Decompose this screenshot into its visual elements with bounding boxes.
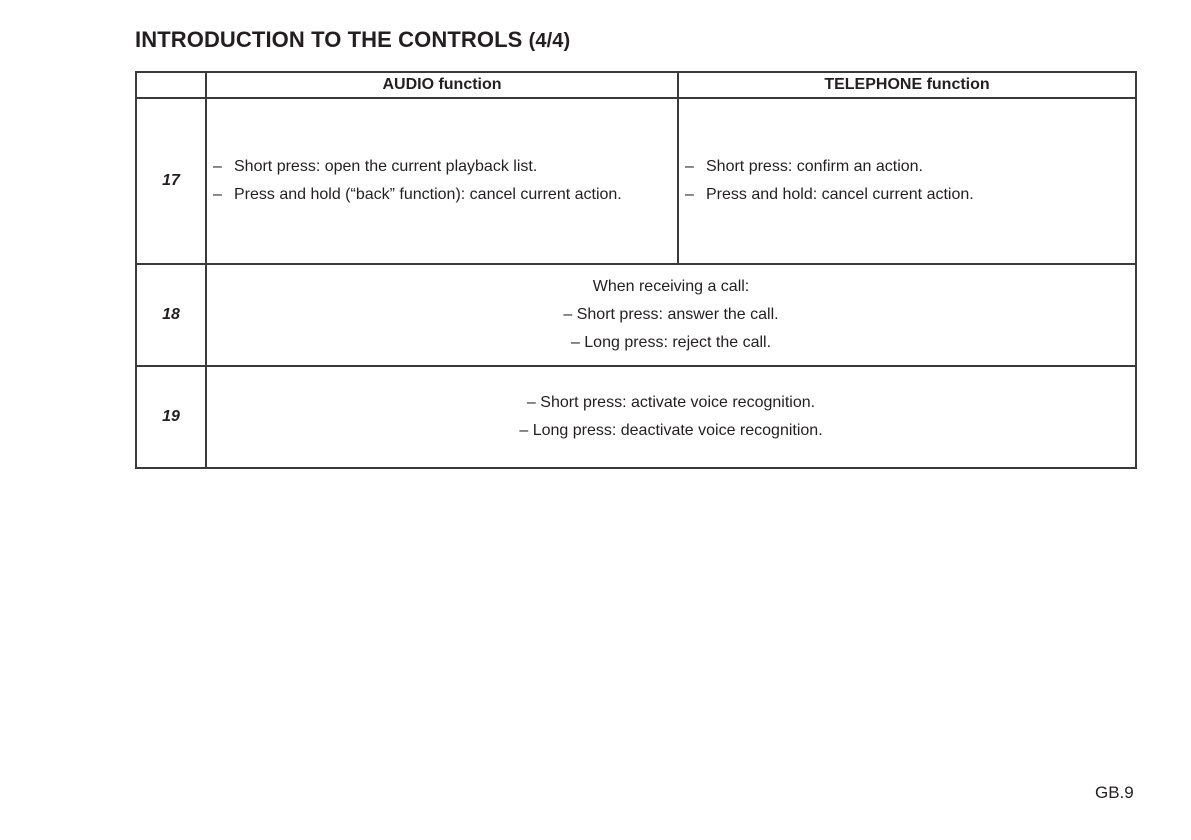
text-line: – Long press: reject the call. <box>570 334 772 351</box>
text-line: – Long press: deactivate voice recognition. <box>519 422 823 439</box>
list-item: – Press and hold (“back” function): cancel current action. <box>213 181 677 209</box>
table-header-row <box>136 72 1136 98</box>
controls-table <box>135 71 1137 469</box>
header-audio-function: AUDIO function <box>206 72 678 98</box>
audio-cell-17 <box>206 98 678 264</box>
audio-list-17 <box>207 153 677 209</box>
control-number-19: 19 <box>136 366 206 468</box>
telephone-cell-17 <box>678 98 1136 264</box>
table-row-17 <box>136 98 1136 264</box>
page-title <box>135 27 570 53</box>
control-number-18: 18 <box>136 264 206 366</box>
header-blank-cell <box>136 72 206 98</box>
text-line: – Short press: activate voice recognition. <box>526 394 816 411</box>
page-title-text: INTRODUCTION TO THE CONTROLS <box>135 27 523 52</box>
text-line: When receiving a call: <box>592 278 750 295</box>
page-title-suffix: (4/4) <box>528 30 571 52</box>
list-item: – Short press: open the current playback list. <box>213 153 677 181</box>
header-telephone-function: TELEPHONE function <box>678 72 1136 98</box>
table-row-18 <box>136 264 1136 366</box>
list-item: – Short press: confirm an action. <box>685 153 1135 181</box>
shared-cell-18 <box>206 264 1136 366</box>
telephone-list-17 <box>679 153 1135 209</box>
text-line: – Short press: answer the call. <box>563 306 779 323</box>
list-item: – Press and hold: cancel current action. <box>685 181 1135 209</box>
control-number-17: 17 <box>136 98 206 264</box>
shared-cell-19 <box>206 366 1136 468</box>
table-row-19 <box>136 366 1136 468</box>
page-number: GB.9 <box>1095 783 1134 802</box>
